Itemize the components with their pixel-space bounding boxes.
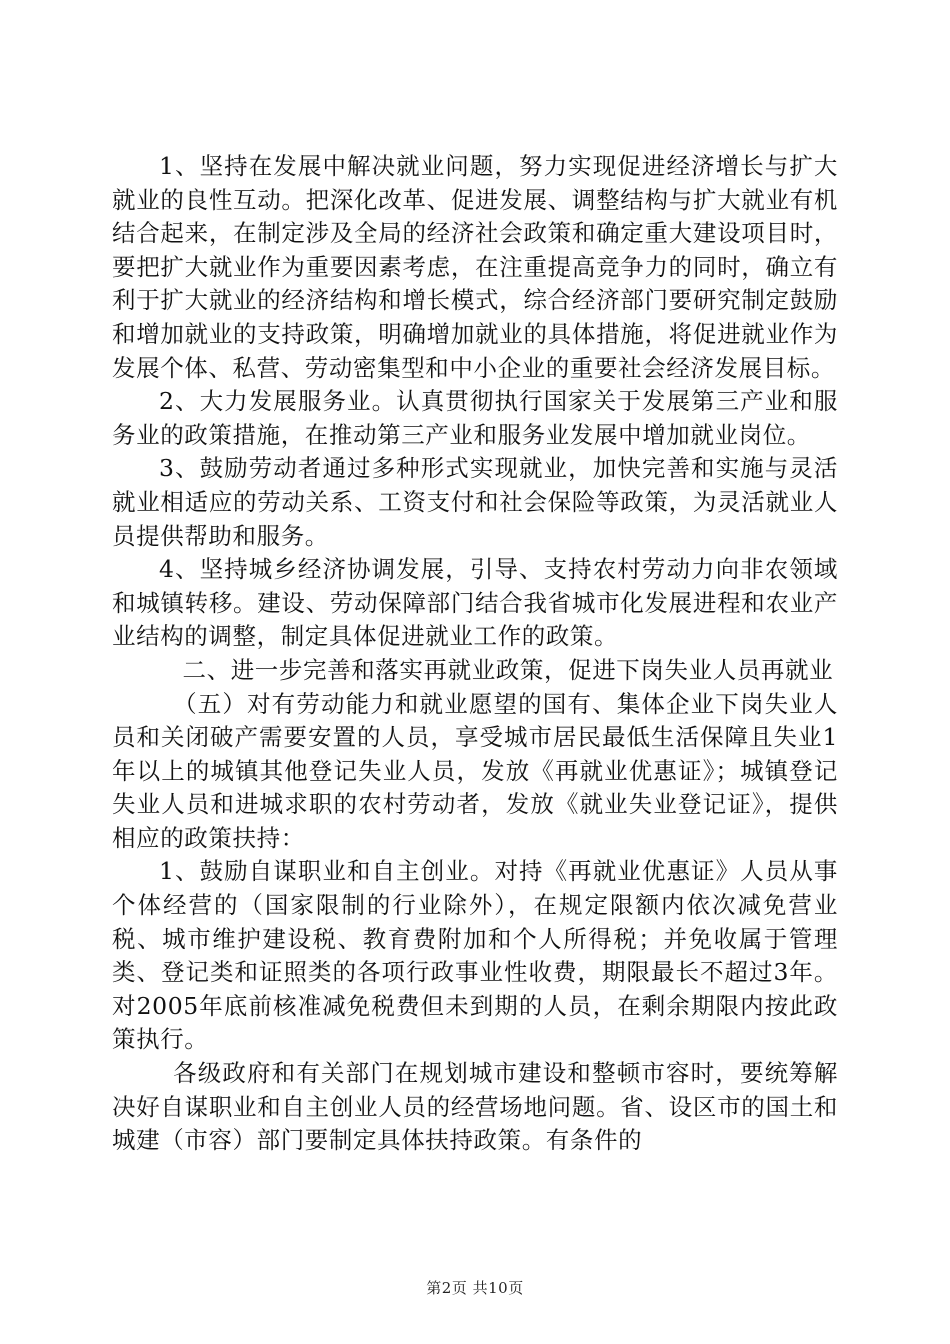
section-heading: 二、进一步完善和落实再就业政策，促进下岗失业人员再就业 bbox=[182, 655, 834, 684]
page-footer: 第2页 共10页 bbox=[426, 1279, 524, 1297]
paragraph-6: 1、鼓励自谋职业和自主创业。对持《再就业优惠证》人员从事个体经营的（国家限制的行业除外），在规定限额内依次减免营业税、城市维护建设税、教育费附加和个人所得税；并免收属于管理类、登记类和证照类的各项行政事业性收费，期限最长不超过3年。对2005年底前核准减免税费但未到期的人员，在剩余期限内按此政策执行。 bbox=[112, 857, 838, 1054]
paragraph-5: （五）对有劳动能力和就业愿望的国有、集体企业下岗失业人员和关闭破产需要安置的人员，享受城市居民最低生活保障且失业1年以上的城镇其他登记失业人员，发放《再就业优惠证》；城镇登记失业人员和进城求职的农村劳动者，发放《就业失业登记证》，提供相应的政策扶持： bbox=[112, 689, 838, 852]
paragraph-4: 4、坚持城乡经济协调发展，引导、支持农村劳动力向非农领域和城镇转移。建设、劳动保障部门结合我省城市化发展进程和农业产业结构的调整，制定具体促进就业工作的政策。 bbox=[112, 555, 838, 651]
paragraph-1: 1、坚持在发展中解决就业问题，努力实现促进经济增长与扩大就业的良性互动。把深化改革、促进发展、调整结构与扩大就业有机结合起来，在制定涉及全局的经济社会政策和确定重大建设项目时，要把扩大就业作为重要因素考虑，在注重提高竞争力的同时，确立有利于扩大就业的经济结构和增长模式，综合经济部门要研究制定鼓励和增加就业的支持政策，明确增加就业的具体措施，将促进就业作为发展个体、私营、劳动密集型和中小企业的重要社会经济发展目标。 bbox=[112, 152, 838, 382]
paragraph-2: 2、大力发展服务业。认真贯彻执行国家关于发展第三产业和服务业的政策措施，在推动第三产业和服务业发展中增加就业岗位。 bbox=[112, 387, 838, 449]
document-body bbox=[112, 150, 838, 1158]
paragraph-3: 3、鼓励劳动者通过多种形式实现就业，加快完善和实施与灵活就业相适应的劳动关系、工资支付和社会保险等政策，为灵活就业人员提供帮助和服务。 bbox=[112, 454, 838, 550]
paragraph-7: 各级政府和有关部门在规划城市建设和整顿市容时，要统筹解决好自谋职业和自主创业人员的经营场地问题。省、设区市的国土和城建（市容）部门要制定具体扶持政策。有条件的 bbox=[112, 1059, 838, 1155]
